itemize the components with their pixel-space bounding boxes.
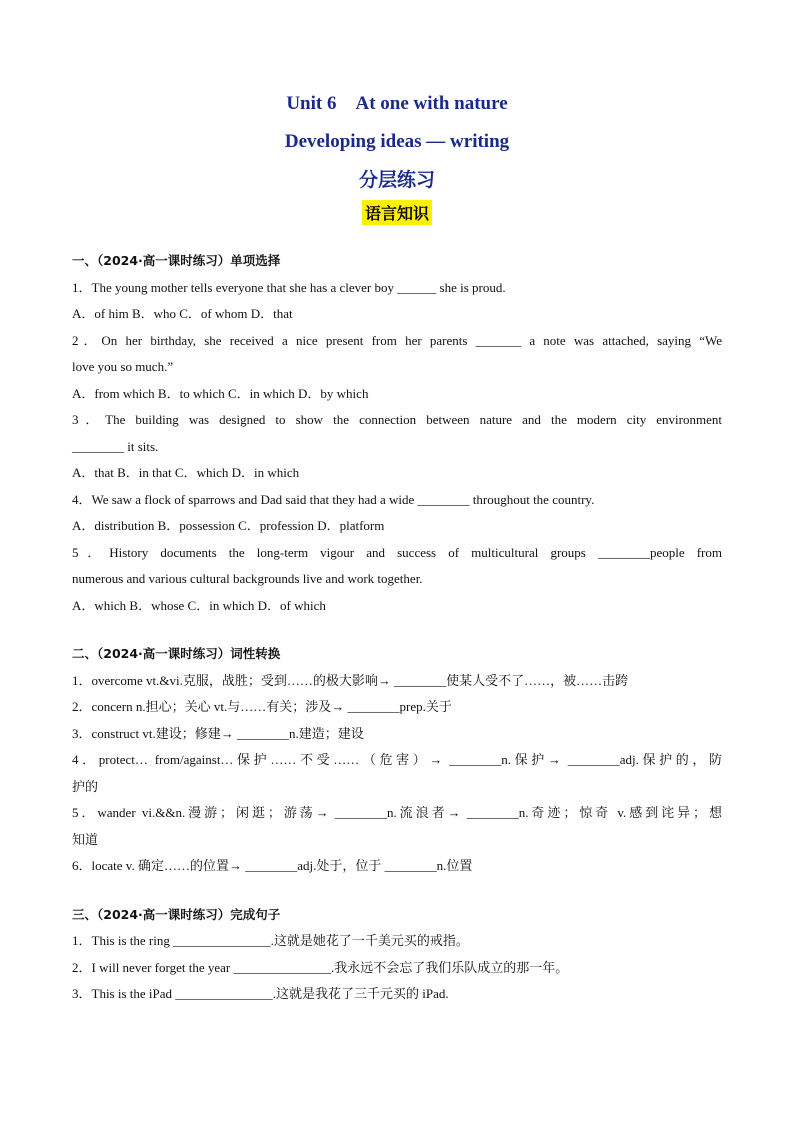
question-4-options: A．distribution B．possession C．profession D．platform: [72, 518, 385, 533]
question-1-options: A．of him B．who C．of whom D．that: [72, 306, 293, 321]
question-1: 1．The young mother tells everyone that she has a clever boy ______ she is proud.: [72, 279, 506, 295]
question-2-line-2: love you so much.”: [72, 359, 174, 374]
practice-title: 分层练习: [358, 169, 435, 191]
word-form-item-4-line-1: 4．protect… from/against…保护……不受……（危害）→ ________n.保护→ ________adj.保护的，防: [72, 752, 722, 767]
word-form-item-5-line-2: 知道: [72, 831, 99, 847]
word-form-item-6: 6．locate v. 确定……的位置→ ________adj.处于，位于 ________n.位置: [72, 858, 473, 873]
question-2-line-1: 2．On her birthday, she received a nice present from her parents _______ a note was attached, saying “We: [72, 332, 722, 348]
language-knowledge-badge: 语言知识: [362, 200, 432, 225]
lesson-subtitle: Developing ideas — writing: [284, 131, 510, 152]
word-form-item-2: 2．concern n.担心；关心 vt.与……有关；涉及→ ________prep.关于: [72, 699, 452, 714]
sentence-item-1: 1．This is the ring _______________.这就是她花了一千美元买的戒指。: [72, 933, 469, 948]
question-5-line-1: 5．History documents the long-term vigour and success of multicultural groups ________people from: [72, 544, 722, 560]
question-5-line-2: numerous and various cultural backgrounds live and work together.: [72, 571, 423, 586]
sentence-item-3: 3．This is the iPad _______________.这就是我花了三千元买的 iPad.: [72, 986, 449, 1001]
word-form-item-1: 1．overcome vt.&vi.克服，战胜；受到……的极大影响→ ________使某人受不了……，被……击跨: [72, 672, 629, 688]
section-2-title: 二、（2024·高一课时练习）词性转换: [72, 646, 281, 661]
question-3-line-1: 3．The building was designed to show the connection between nature and the modern city environment: [72, 412, 722, 427]
question-3-options: A．that B．in that C．which D．in which: [72, 465, 300, 480]
question-3-line-2: ________ it sits.: [72, 438, 159, 454]
sentence-item-2: 2．I will never forget the year _______________.我永远不会忘了我们乐队成立的那一年。: [72, 959, 569, 975]
section-3-title: 三、（2024·高一课时练习）完成句子: [72, 906, 281, 922]
document-body: [72, 248, 722, 1008]
document-header: [0, 92, 794, 225]
question-4: 4．We saw a flock of sparrows and Dad said that they had a wide ________ throughout the country.: [72, 491, 595, 507]
word-form-item-3: 3．construct vt.建设；修建→ ________n.建造；建设: [72, 725, 364, 741]
question-2-options: A．from which B．to which C．in which D．by which: [72, 385, 369, 401]
word-form-item-5-line-1: 5．wander vi.&&n.漫游；闲逛；游荡→ ________n.流浪者→ ________n.奇迹；惊奇 v.感到诧异；想: [72, 805, 722, 820]
section-1-title: 一、（2024·高一课时练习）单项选择: [72, 253, 281, 268]
word-form-item-4-line-2: 护的: [72, 778, 99, 794]
unit-title: Unit 6 At one with nature: [286, 93, 508, 114]
question-5-options: A．which B．whose C．in which D．of which: [72, 597, 326, 613]
